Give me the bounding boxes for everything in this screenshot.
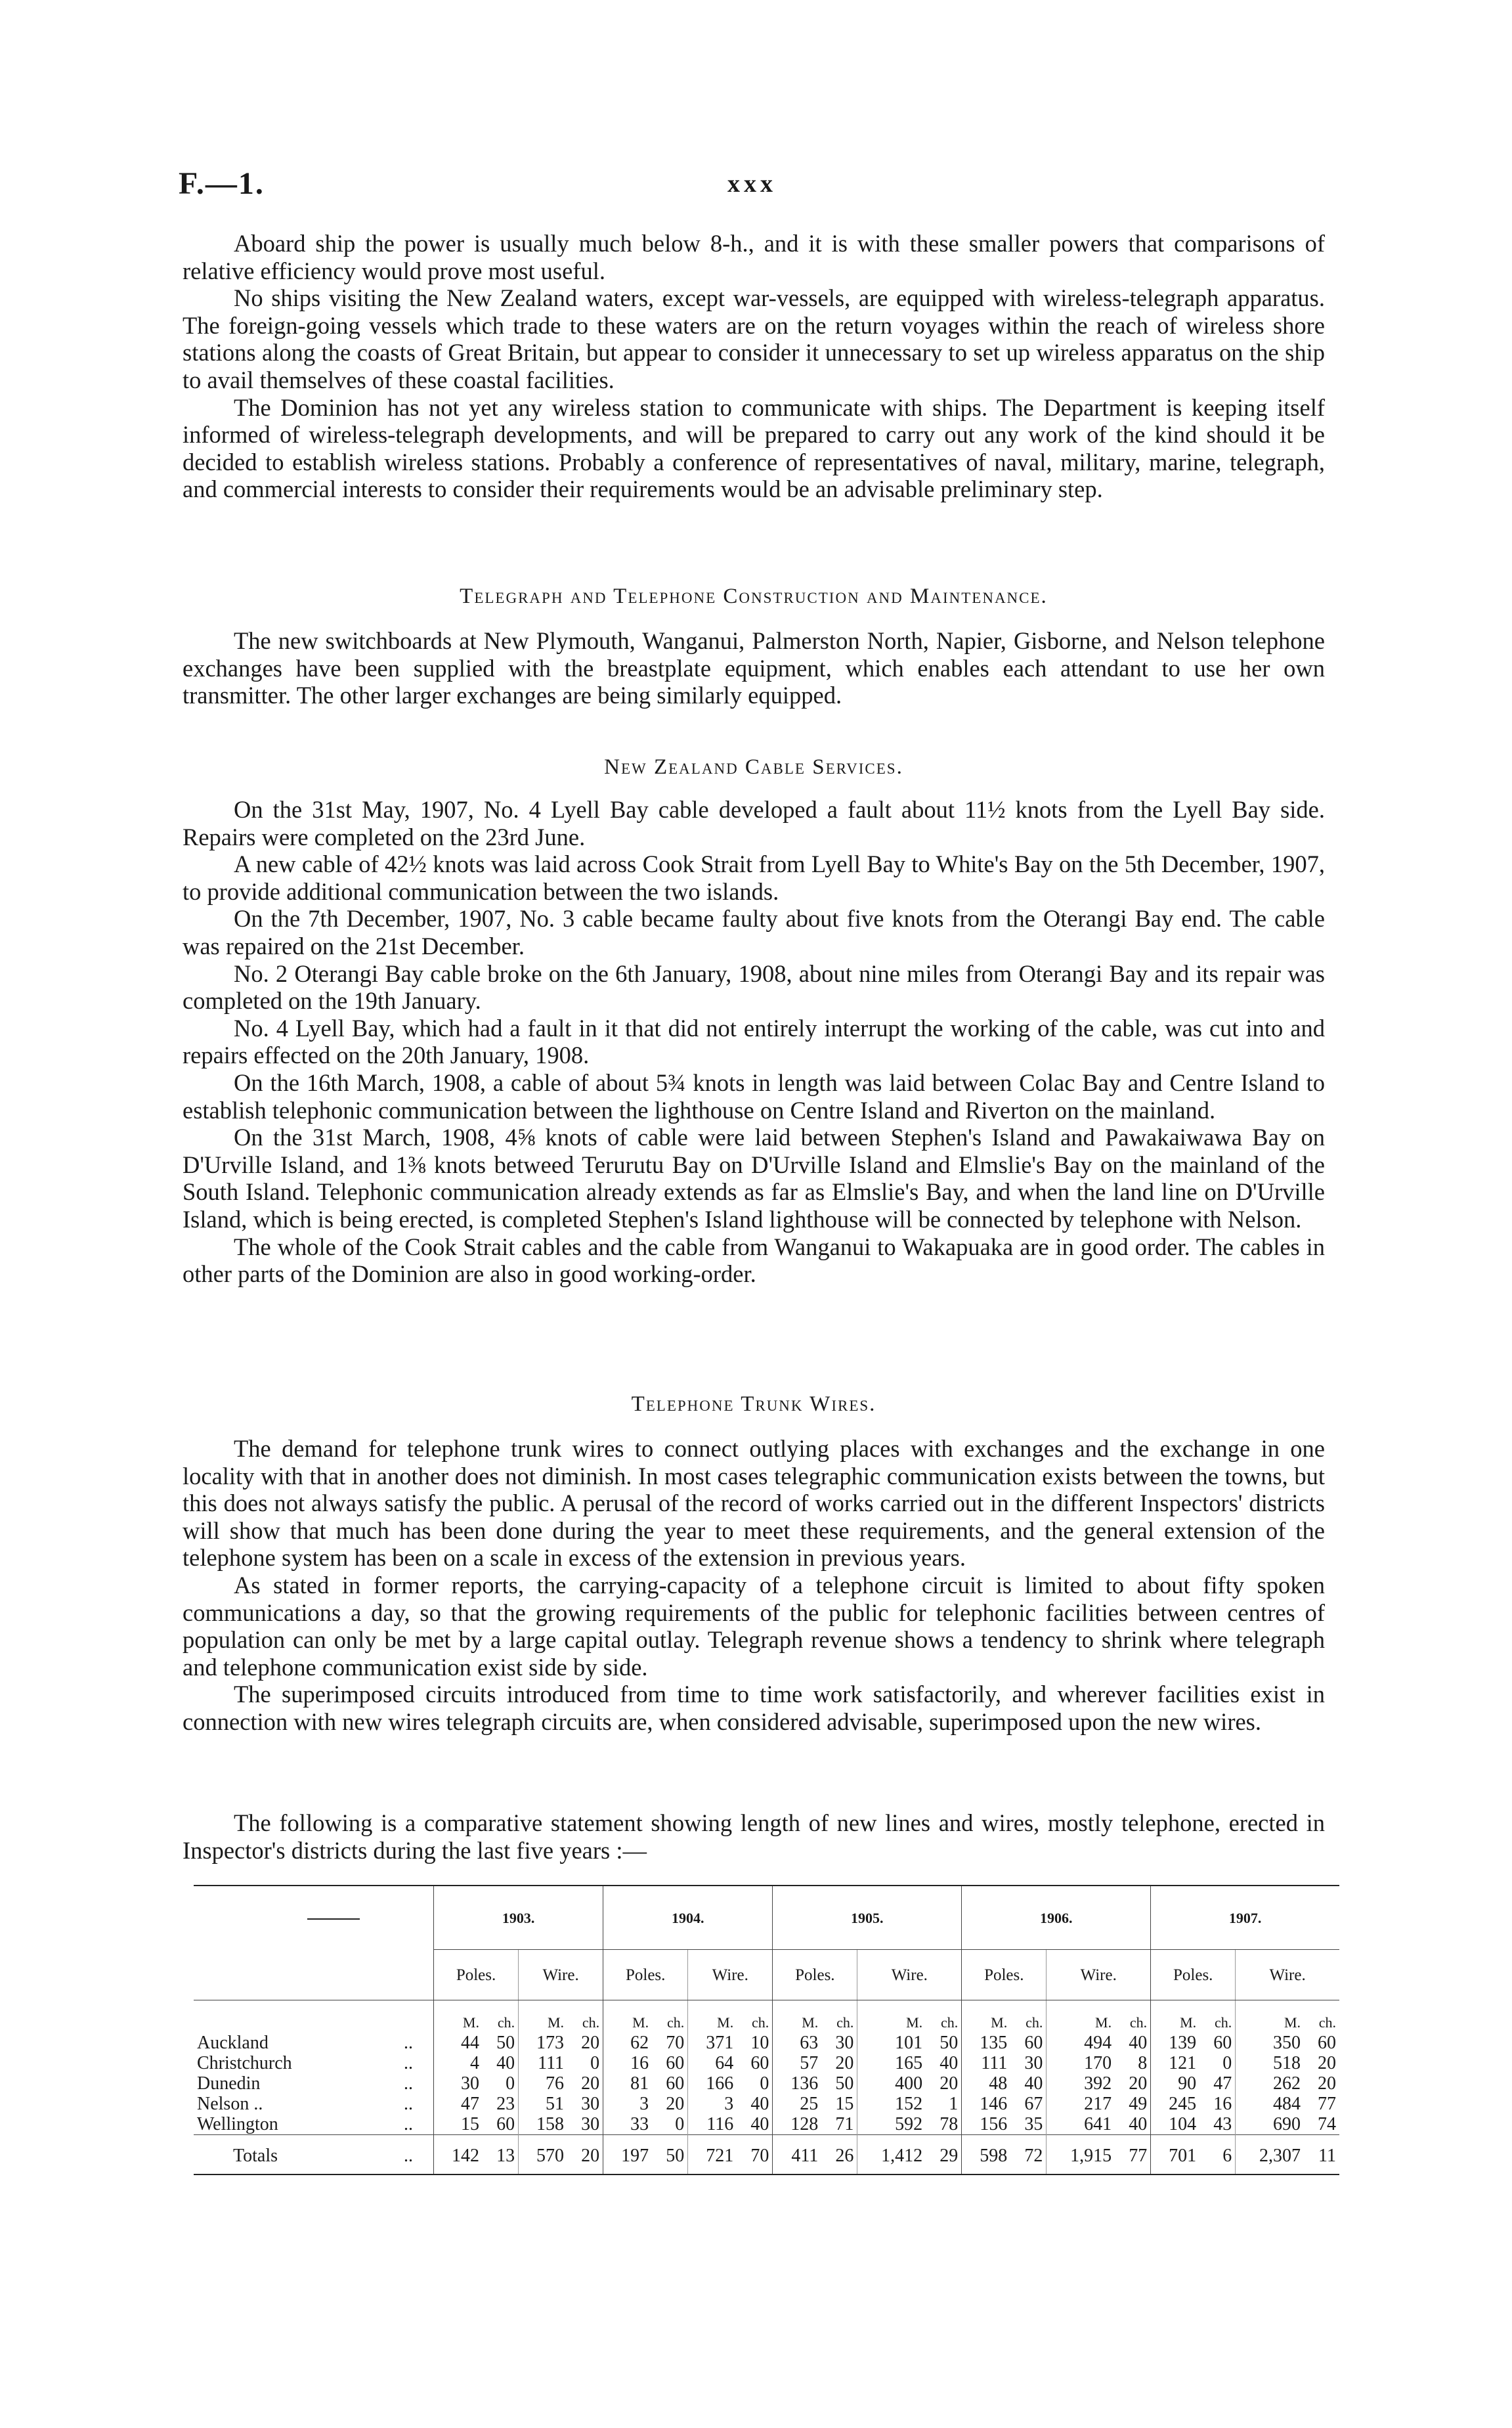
table-cell: 8	[1138, 2053, 1148, 2073]
lines-and-wires-table	[194, 1885, 1339, 2175]
paragraph: The following is a comparative statement showing length of new lines and wires, mostly telephone, erected in Inspector's districts during the last five years :—	[183, 1809, 1325, 1864]
totals-cell: 1,915	[1047, 2135, 1115, 2175]
table-cell: 152	[857, 2094, 926, 2114]
unit-miles: M.	[434, 2000, 483, 2033]
table-cell: 3	[688, 2094, 737, 2114]
wire-header: Wire.	[1047, 1950, 1151, 2000]
wire-header: Wire.	[857, 1950, 962, 2000]
totals-cell: 70	[737, 2135, 773, 2175]
table-row	[194, 2114, 1339, 2135]
table-cell: 40	[496, 2053, 515, 2073]
poles-header: Poles.	[773, 1950, 857, 2000]
paragraph: On the 31st May, 1907, No. 4 Lyell Bay cable developed a fault about 11½ knots from the Lyell Bay side. Repairs were completed on the 23rd June.	[183, 796, 1325, 850]
cable-services-section	[183, 796, 1325, 1288]
table-cell: 0	[675, 2114, 685, 2134]
year-header: 1907.	[1151, 1886, 1339, 1950]
leader-dots: ..	[404, 2114, 413, 2134]
table-cell: 111	[519, 2053, 567, 2073]
section-heading-telegraph-construction: Telegraph and Telephone Construction and Maintenance.	[460, 585, 1048, 608]
table-cell: 262	[1236, 2073, 1304, 2094]
table-intro	[183, 1809, 1325, 1864]
table-cell: 25	[773, 2094, 821, 2114]
totals-cell: 142	[434, 2135, 483, 2175]
table-cell: 16	[603, 2053, 652, 2073]
table-cell: 15	[835, 2094, 854, 2114]
table-cell: 30	[1024, 2053, 1043, 2073]
table-cell: 116	[688, 2114, 737, 2135]
table-cell: 101	[857, 2033, 926, 2053]
table-cell: 350	[1236, 2033, 1304, 2053]
header-dash	[307, 1918, 360, 1920]
district-name: Christchurch	[197, 2053, 292, 2073]
paragraph: On the 31st March, 1908, 4⅝ knots of cable were laid between Stephen's Island and Pawakaiwawa Bay on D'Urville Island, and 1⅜ knots betweed Terurutu Bay on D'Urville Island and Elmslie's Bay on the mainland of the South Island. Telephonic communication already extends as far as Elmslie's Bay, and when the land line on D'Urville Island, which is being erected, is completed Stephen's Island lighthouse will be connected by telephone with Nelson.	[183, 1124, 1325, 1233]
unit-miles: M.	[1236, 2000, 1304, 2033]
totals-cell: 197	[603, 2135, 652, 2175]
table-cell: 20	[1318, 2053, 1336, 2073]
year-header: 1906.	[962, 1886, 1151, 1950]
table-cell: 76	[519, 2073, 567, 2094]
table-cell: 592	[857, 2114, 926, 2135]
table-cell: 81	[603, 2073, 652, 2094]
subheader-row	[194, 1950, 1339, 2000]
totals-cell: 50	[652, 2135, 688, 2175]
unit-chains: ch.	[1026, 2014, 1043, 2031]
table-cell: 371	[688, 2033, 737, 2053]
table-cell: 111	[962, 2053, 1010, 2073]
table-cell: 165	[857, 2053, 926, 2073]
year-header: 1904.	[603, 1886, 773, 1950]
poles-header: Poles.	[962, 1950, 1047, 2000]
paragraph: Aboard ship the power is usually much below 8-h., and it is with these smaller powers that comparisons of relative efficiency would prove most useful.	[183, 230, 1325, 284]
table-cell: 128	[773, 2114, 821, 2135]
units-row	[194, 2000, 1339, 2033]
totals-cell: 26	[821, 2135, 857, 2175]
table-cell: 0	[1222, 2053, 1232, 2073]
totals-cell: 411	[773, 2135, 821, 2175]
page-header	[179, 166, 1334, 205]
telegraph-construction-section	[183, 627, 1325, 709]
unit-miles: M.	[773, 2000, 821, 2033]
table-cell: 139	[1151, 2033, 1199, 2053]
table-cell: 48	[962, 2073, 1010, 2094]
unit-miles: M.	[1047, 2000, 1115, 2033]
table-row	[194, 2073, 1339, 2094]
district-name: Nelson ..	[197, 2094, 263, 2114]
table-cell: 57	[773, 2053, 821, 2073]
table-cell: 44	[434, 2033, 483, 2053]
table-cell: 40	[1024, 2073, 1043, 2094]
table-body	[194, 2000, 1339, 2175]
unit-chains: ch.	[666, 2014, 685, 2031]
totals-cell: 2,307	[1236, 2135, 1304, 2175]
leader-dots: ..	[404, 2094, 413, 2114]
leader-dots: ..	[404, 2053, 413, 2073]
leader-dots: ..	[404, 2073, 413, 2094]
table-cell: 3	[603, 2094, 652, 2114]
paragraph: The Dominion has not yet any wireless station to communicate with ships. The Department is keeping itself informed of wireless-telegraph developments, and will be prepared to carry out any work of the kind should it be decided to establish wireless stations. Probably a conference of representatives of naval, military, marine, telegraph, and commercial interests to consider their requirements would be an advisable preliminary step.	[183, 393, 1325, 503]
totals-cell: 598	[962, 2135, 1010, 2175]
totals-cell: 570	[519, 2135, 567, 2175]
totals-cell: 29	[926, 2135, 962, 2175]
table-cell: 166	[688, 2073, 737, 2094]
district-header	[194, 1886, 434, 1950]
table-cell: 62	[603, 2033, 652, 2053]
table-cell: 78	[940, 2114, 959, 2134]
table-cell: 20	[1129, 2073, 1148, 2094]
table-cell: 70	[666, 2033, 685, 2053]
trunk-wires-section	[183, 1435, 1325, 1736]
totals-cell: 1,412	[857, 2135, 926, 2175]
totals-cell: 721	[688, 2135, 737, 2175]
table-cell: 136	[773, 2073, 821, 2094]
unit-miles: M.	[603, 2000, 652, 2033]
totals-cell: 20	[567, 2135, 603, 2175]
paragraph: The new switchboards at New Plymouth, Wanganui, Palmerston North, Napier, Gisborne, and Nelson telephone exchanges have been supplied with the breastplate equipment, which enables each attendant to use her own transmitter. The other larger exchanges are being similarly equipped.	[183, 627, 1325, 709]
table-cell: 0	[506, 2073, 515, 2094]
table-cell: 35	[1024, 2114, 1043, 2134]
table-cell: 60	[666, 2073, 685, 2094]
table-cell: 156	[962, 2114, 1010, 2135]
table-cell: 63	[773, 2033, 821, 2053]
table-cell: 104	[1151, 2114, 1199, 2135]
year-header-row	[194, 1886, 1339, 1950]
district-name: Dunedin	[197, 2073, 261, 2094]
poles-header: Poles.	[1151, 1950, 1236, 2000]
wire-header: Wire.	[688, 1950, 773, 2000]
unit-chains: ch.	[836, 2014, 854, 2031]
table-cell: 10	[750, 2033, 769, 2053]
table-cell: 173	[519, 2033, 567, 2053]
unit-chains: ch.	[582, 2014, 600, 2031]
unit-miles: M.	[857, 2000, 926, 2033]
table-cell: 60	[1024, 2033, 1043, 2053]
unit-chains: ch.	[752, 2014, 769, 2031]
table-cell: 20	[1318, 2073, 1336, 2094]
table-cell: 20	[940, 2073, 959, 2094]
table-cell: 392	[1047, 2073, 1115, 2094]
table-cell: 217	[1047, 2094, 1115, 2114]
totals-cell: 6	[1199, 2135, 1236, 2175]
table-cell: 135	[962, 2033, 1010, 2053]
table-cell: 50	[835, 2073, 854, 2094]
table-cell: 20	[835, 2053, 854, 2073]
table-cell: 146	[962, 2094, 1010, 2114]
totals-cell: 11	[1304, 2135, 1339, 2175]
table-cell: 33	[603, 2114, 652, 2135]
table-cell: 60	[496, 2114, 515, 2134]
table-cell: 60	[666, 2053, 685, 2073]
table-cell: 60	[1213, 2033, 1232, 2053]
table-cell: 23	[496, 2094, 515, 2114]
paragraph: The whole of the Cook Strait cables and the cable from Wanganui to Wakapuaka are in good order. The cables in other parts of the Dominion are also in good working-order.	[183, 1233, 1325, 1288]
table-cell: 30	[835, 2033, 854, 2053]
table-cell: 494	[1047, 2033, 1115, 2053]
unit-chains: ch.	[1318, 2014, 1336, 2031]
table-cell: 20	[666, 2094, 685, 2114]
leader-dots: ..	[404, 2033, 413, 2053]
table-cell: 40	[750, 2094, 769, 2114]
table-cell: 60	[750, 2053, 769, 2073]
unit-miles: M.	[519, 2000, 567, 2033]
table-cell: 641	[1047, 2114, 1115, 2135]
table-cell: 47	[1213, 2073, 1232, 2094]
wireless-section	[183, 230, 1325, 503]
table-cell: 30	[434, 2073, 483, 2094]
table-cell: 245	[1151, 2094, 1199, 2114]
unit-chains: ch.	[497, 2014, 515, 2031]
units-spacer	[194, 2000, 400, 2033]
district-name: Wellington	[197, 2114, 278, 2134]
table-cell: 50	[940, 2033, 959, 2053]
totals-cell: 701	[1151, 2135, 1199, 2175]
wire-header: Wire.	[1236, 1950, 1339, 2000]
table-cell: 40	[940, 2053, 959, 2073]
paragraph: On the 7th December, 1907, No. 3 cable became faulty about five knots from the Oterangi Bay end. The cable was repaired on the 21st December.	[183, 905, 1325, 960]
table-cell: 60	[1318, 2033, 1336, 2053]
table-cell: 0	[760, 2073, 769, 2094]
table-cell: 40	[1129, 2033, 1148, 2053]
table-cell: 77	[1318, 2094, 1336, 2114]
leader-dots: ..	[400, 2135, 434, 2175]
table-cell: 64	[688, 2053, 737, 2073]
totals-cell: 77	[1115, 2135, 1151, 2175]
paragraph: No ships visiting the New Zealand waters, except war-vessels, are equipped with wireless-telegraph apparatus. The foreign-going vessels which trade to these waters are on the return voyages within the reach of wireless shore stations along the coasts of Great Britain, but appear to consider it unnecessary to set up wireless apparatus on the ship to avail themselves of these coastal facilities.	[183, 284, 1325, 393]
year-header: 1903.	[434, 1886, 603, 1950]
table-cell: 1	[949, 2094, 959, 2114]
paragraph: As stated in former reports, the carrying-capacity of a telephone circuit is limited to about fifty spoken communications a day, so that the growing requirements of the public for telephonic facilities between centres of population can only be met by a large capital outlay. Telegraph revenue shows a tendency to shrink where telegraph and telephone communication exist side by side.	[183, 1571, 1325, 1681]
paragraph: No. 4 Lyell Bay, which had a fault in it that did not entirely interrupt the working of the cable, was cut into and repairs effected on the 20th January, 1908.	[183, 1014, 1325, 1069]
unit-chains: ch.	[940, 2014, 959, 2031]
table-cell: 50	[496, 2033, 515, 2053]
table-row	[194, 2033, 1339, 2053]
table-cell: 30	[581, 2114, 600, 2134]
table-cell: 74	[1318, 2114, 1336, 2134]
table-cell: 20	[581, 2073, 600, 2094]
table-cell: 90	[1151, 2073, 1199, 2094]
paragraph: A new cable of 42½ knots was laid across Cook Strait from Lyell Bay to White's Bay on the 5th December, 1907, to provide additional communication between the two islands.	[183, 850, 1325, 905]
table-cell: 15	[434, 2114, 483, 2135]
totals-cell: 13	[483, 2135, 519, 2175]
units-spacer	[400, 2000, 434, 2033]
paragraph: The demand for telephone trunk wires to connect outlying places with exchanges and the exchange in one locality with that in another does not diminish. In most cases telegraphic communication exists between the towns, but this does not always satisfy the public. A perusal of the record of works carried out in the different Inspectors' districts will show that much has been done during the year to meet these requirements, and the general extension of the telephone system has been on a scale in excess of the extension in previous years.	[183, 1435, 1325, 1572]
paragraph: The superimposed circuits introduced from time to time work satisfactorily, and wherever facilities exist in connection with new wires telegraph circuits are, when considered advisable, superimposed upon the new wires.	[183, 1681, 1325, 1735]
report-reference: F.—1.	[179, 166, 265, 201]
table-cell: 49	[1129, 2094, 1148, 2114]
table-cell: 158	[519, 2114, 567, 2135]
unit-miles: M.	[962, 2000, 1010, 2033]
table-cell: 40	[750, 2114, 769, 2134]
year-header: 1905.	[773, 1886, 962, 1950]
table-cell: 20	[581, 2033, 600, 2053]
poles-header: Poles.	[603, 1950, 688, 2000]
table-cell: 67	[1024, 2094, 1043, 2114]
poles-header: Poles.	[434, 1950, 519, 2000]
table-cell: 43	[1213, 2114, 1232, 2134]
table-row	[194, 2053, 1339, 2073]
unit-miles: M.	[688, 2000, 737, 2033]
table-cell: 690	[1236, 2114, 1304, 2135]
unit-chains: ch.	[1129, 2014, 1148, 2031]
table-cell: 16	[1213, 2094, 1232, 2114]
page-number: xxx	[727, 170, 777, 198]
district-name: Auckland	[197, 2033, 269, 2053]
table-cell: 518	[1236, 2053, 1304, 2073]
section-heading-cable-services: New Zealand Cable Services.	[604, 755, 903, 779]
totals-label: Totals	[194, 2135, 400, 2175]
unit-chains: ch.	[1215, 2014, 1232, 2031]
section-heading-trunk-wires: Telephone Trunk Wires.	[631, 1392, 876, 1416]
wire-header: Wire.	[519, 1950, 603, 2000]
table-cell: 400	[857, 2073, 926, 2094]
table-cell: 71	[835, 2114, 854, 2134]
table-cell: 47	[434, 2094, 483, 2114]
table-cell: 51	[519, 2094, 567, 2114]
table-cell: 40	[1129, 2114, 1148, 2134]
paragraph: No. 2 Oterangi Bay cable broke on the 6th January, 1908, about nine miles from Oterangi Bay and its repair was completed on the 19th January.	[183, 960, 1325, 1015]
table-cell: 121	[1151, 2053, 1199, 2073]
totals-row	[194, 2135, 1339, 2175]
table-row	[194, 2094, 1339, 2114]
table-cell: 170	[1047, 2053, 1115, 2073]
table-cell: 30	[581, 2094, 600, 2114]
table-cell: 484	[1236, 2094, 1304, 2114]
paragraph: On the 16th March, 1908, a cable of about 5¾ knots in length was laid between Colac Bay and Centre Island to establish telephonic communication between the lighthouse on Centre Island and Riverton on the mainland.	[183, 1069, 1325, 1124]
table-cell: 0	[590, 2053, 600, 2073]
table-cell: 4	[434, 2053, 483, 2073]
unit-miles: M.	[1151, 2000, 1199, 2033]
totals-cell: 72	[1010, 2135, 1047, 2175]
